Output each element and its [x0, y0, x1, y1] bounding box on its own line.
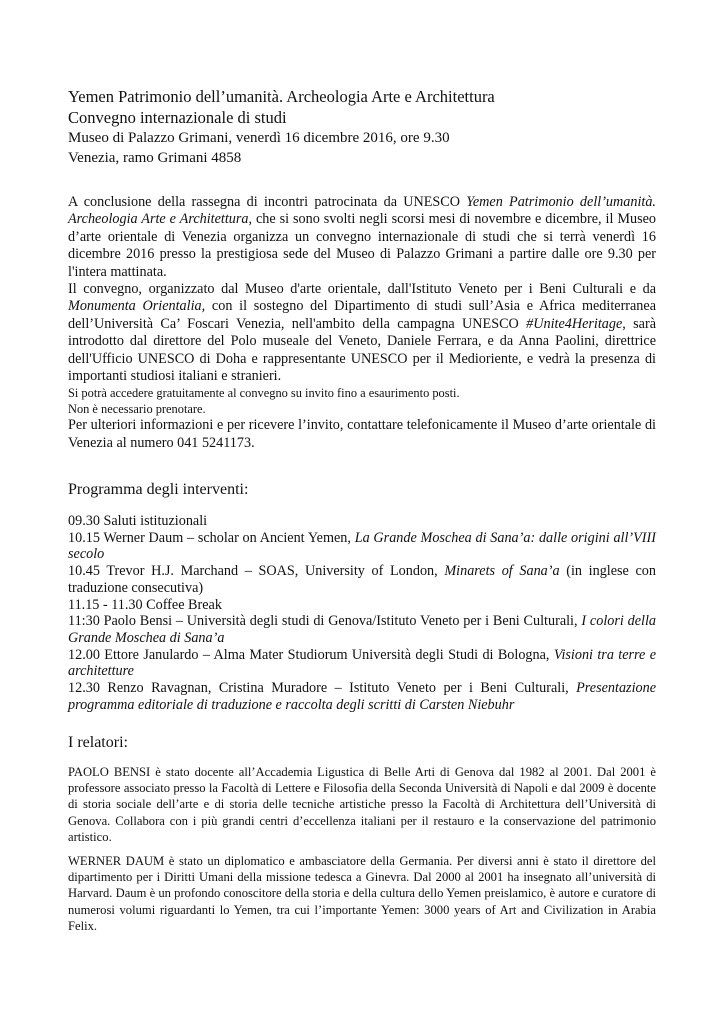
programma-list — [68, 513, 656, 713]
intro-p2-text: Il convegno, organizzato dal Museo d'arte orientale, dall'Istituto Veneto per i Beni Culturali e da — [68, 281, 656, 298]
event-venue: Museo di Palazzo Grimani, venerdì 16 dicembre 2016, ore 9.30 — [68, 130, 450, 146]
item-text: 10.45 Trevor H.J. Marchand – SOAS, University of London, — [68, 563, 445, 580]
intro-p1-text: A conclusione della rassegna di incontri patrocinata da UNESCO — [68, 194, 467, 210]
event-title: Yemen Patrimonio dell’umanità. Archeologia Arte e Architettura — [68, 87, 495, 106]
programma-item — [68, 513, 656, 530]
item-title: Presentazione programma editoriale di traduzione e raccolta degli scritti di Carsten Niebuhr — [68, 680, 656, 713]
item-text: 12.30 Renzo Ravagnan, Cristina Muradore – Istituto Veneto per i Beni Culturali, — [68, 680, 577, 697]
item-title: Minarets of Sana’a — [444, 563, 560, 580]
item-text: 12.00 Ettore Janulardo – Alma Mater Studiorum Università degli Studi di Bologna, — [68, 646, 554, 663]
item-text: 10.15 Werner Daum – scholar on Ancient Yemen, — [68, 529, 355, 546]
bio-werner-daum: WERNER DAUM è stato un diplomatico e ambasciatore della Germania. Per diversi anni è stato il direttore del dipartimento per i Diritti Umani della missione tedesca a Ginevra. Dal 2000 al 2001 ha insegnato all’università di Harvard. Daum è un profondo conoscitore della storia e della cultura dello Yemen preislamico, è autore e curatore di numerosi volumi riguardanti lo Yemen, tra cui l’importante Yemen: 3000 years of Art and Civilization in Arabia Felix. — [68, 854, 656, 933]
intro-paragraph-2 — [68, 281, 656, 385]
item-title: Visioni tra terre e architetture — [68, 646, 656, 680]
intro-p1-italic: Yemen Patrimonio dell’umanità. Archeologia Arte e Architettura, — [68, 194, 656, 228]
intro-p2-italic-1: Monumenta Orientalia, — [68, 298, 206, 315]
item-text: 11.15 - 11.30 Coffee Break — [68, 596, 222, 613]
event-subtitle: Convegno internazionale di studi — [68, 108, 287, 127]
intro-p2-hashtag: #Unite4Heritage — [526, 315, 623, 332]
intro-p2-text-2: con il sostegno del Dipartimento di studi sull’Asia e Africa mediterranea dell’Università Ca’ Foscari Venezia, nell'ambito della campagna UNESCO — [68, 298, 656, 332]
item-title: I colori della Grande Moschea di Sana’a — [68, 613, 657, 646]
programma-item — [68, 680, 656, 713]
contact-paragraph: Per ulteriori informazioni e per ricevere l’invito, contattare telefonicamente il Museo d’arte orientale di Venezia al numero 041 5241173. — [68, 417, 656, 451]
item-title: La Grande Moschea di Sana’a: dalle origini all’VIII secolo — [68, 529, 656, 563]
item-text: 11:30 Paolo Bensi – Università degli studi di Genova/Istituto Veneto per i Beni Culturali, — [68, 613, 582, 630]
programma-item — [68, 647, 656, 680]
item-note: (in inglese con traduzione consecutiva) — [68, 563, 656, 596]
intro-section — [68, 194, 656, 452]
booking-note: Non è necessario prenotare. — [68, 402, 206, 417]
event-address: Venezia, ramo Grimani 4858 — [68, 150, 242, 166]
programma-item — [68, 597, 656, 614]
programma-heading: Programma degli interventi: — [68, 481, 249, 498]
programma-item — [68, 530, 656, 563]
programma-item — [68, 563, 656, 596]
relatori-heading: I relatori: — [68, 734, 128, 751]
intro-p2-text-3: , sarà introdotto dal direttore del Polo museale del Veneto, Daniele Ferrara, e da Anna Paolini, direttrice dell'Ufficio UNESCO di Doha e rappresentante UNESCO per il Medioriente, e vedrà la presenza di importanti studiosi italiani e stranieri. — [68, 315, 656, 385]
event-header — [68, 86, 656, 168]
intro-paragraph-1 — [68, 194, 656, 281]
programma-item — [68, 613, 656, 646]
item-text: 09.30 Saluti istituzionali — [68, 513, 208, 529]
intro-p1-text-2: che si sono svolti negli scorsi mesi di novembre e dicembre, il Museo d’arte orientale di Venezia organizza un convegno internazionale di studi che si terrà venerdì 16 dicembre 2016 presso la prestigiosa sede del Museo di Palazzo Grimani a partire dalle ore 9.30 per l'intera mattinata. — [68, 211, 656, 280]
access-note: Si potrà accedere gratuitamente al convegno su invito fino a esaurimento posti. — [68, 386, 460, 401]
bio-paolo-bensi: PAOLO BENSI è stato docente all’Accademia Ligustica di Belle Arti di Genova dal 1982 al 2001. Dal 2001 è professore associato presso la Facoltà di Lettere e Filosofia della Seconda Università di Napoli e dal 2009 è docente di storia sociale dell’arte e di storia delle tecniche artistiche presso la Facoltà di Architettura dell’Università di Genova. Collabora con i più grandi centri d’eccellenza italiani per il restauro e la conservazione del patrimonio artistico. — [68, 765, 656, 844]
